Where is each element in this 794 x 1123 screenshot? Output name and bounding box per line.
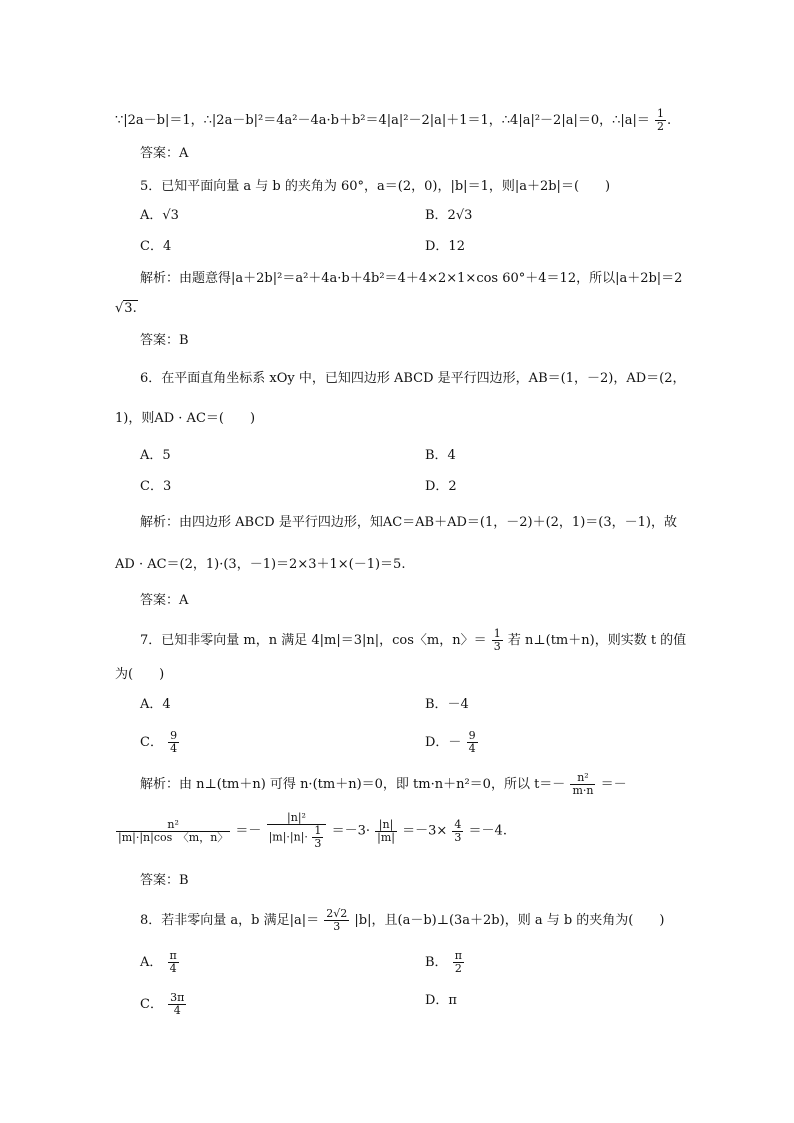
q7-solution-fraction2 [116, 819, 230, 844]
q7-solution-line1 [140, 772, 627, 797]
q7-option-d [425, 730, 479, 755]
fraction-numerator: 1 [493, 627, 501, 640]
q4-solution: ∵|2a－b|＝1，∴|2a－b|²＝4a²－4a·b＋b²＝4|a|²－2|a|＋1＝1，∴4|a|²－2|a|＝0，∴|a|＝ $\frac{1}{2}$ . [115, 107, 672, 133]
q5-answer: 答案：B [140, 333, 189, 348]
fraction-numerator: 9 [170, 729, 178, 742]
q7-solution-part1: 解析：由 n⊥(tm＋n) 可得 n·(tm＋n)＝0，即 tm·n＋n²＝0，所以 t＝－ [140, 777, 566, 792]
sqrt-symbol: √3. [115, 301, 137, 316]
q4-fraction [655, 108, 666, 133]
fraction-denominator: 4 [173, 1004, 181, 1017]
fraction-numerator: π [169, 949, 177, 962]
q5-stem: 5．已知平面向量 a 与 b 的夹角为 60°，a＝(2，0)，|b|＝1，则|a＋2b|＝( ) [140, 179, 611, 194]
q6-option-d: D．2 [425, 479, 457, 494]
option-label: A． [140, 955, 163, 970]
q8-stem-fraction [324, 908, 349, 933]
nested-fraction [312, 825, 323, 850]
q6-solution-line2: AD · AC＝(2，1)·(3，－1)＝2×3＋1×(－1)＝5. [115, 557, 406, 572]
q7-stem-part2: 若 n⊥(tm＋n)，则实数 t 的值 [507, 633, 687, 648]
q5-option-c: C．4 [140, 239, 172, 254]
fraction-denominator [267, 825, 327, 850]
q4-answer: 答案：A [140, 146, 189, 161]
q5-option-d: D．12 [425, 239, 465, 254]
q8-option-d: D．π [425, 993, 457, 1008]
q8-stem-part2: |b|，且(a－b)⊥(3a＋2b)，则 a 与 b 的夹角为( ) [354, 913, 665, 928]
option-label: B． [425, 955, 448, 970]
fraction-denominator: 4 [169, 962, 177, 975]
fraction-numerator: 2√2 [326, 907, 348, 920]
q5-solution-line1: 解析：由题意得|a＋2b|²＝a²＋4a·b＋4b²＝4＋4×2×1×cos 60°＋4＝12，所以|a＋2b|＝2 [140, 271, 683, 286]
denominator-text: |m|·|n|· [268, 830, 308, 844]
q8-stem-part1: 8．若非零向量 a，b 满足|a|＝ [140, 913, 320, 928]
fraction-denominator: 4 [170, 742, 178, 755]
q8-option-a-fraction [168, 950, 179, 975]
fraction-numerator: 3π [170, 991, 185, 1004]
q7-solution-fraction3 [267, 812, 327, 850]
fraction-numerator: |n|² [267, 812, 327, 825]
q7-stem-line2: 为( ) [115, 667, 165, 682]
q8-option-a [140, 950, 180, 975]
equals-sign: ＝－ [235, 823, 262, 839]
q6-answer: 答案：A [140, 593, 189, 608]
q7-stem-line1 [140, 628, 686, 653]
q8-option-b [425, 950, 465, 975]
fraction-denominator: 3 [493, 640, 501, 653]
fraction-numerator: n² [116, 819, 230, 832]
q7-option-d-fraction [467, 730, 478, 755]
q7-option-c-fraction [168, 730, 179, 755]
q5-option-b: B．2√3 [425, 208, 473, 223]
option-label: C． [140, 997, 163, 1012]
fraction-numerator: n² [570, 772, 595, 785]
q8-stem [140, 908, 664, 933]
q4-solution-text: ∵|2a－b|＝1，∴|2a－b|²＝4a²－4a·b＋b²＝4|a|²－2|a|＋1＝1，∴4|a|²－2|a|＝0，∴|a|＝ [115, 113, 650, 128]
fraction-numerator: 4 [454, 817, 462, 831]
q7-solution-fraction4 [375, 819, 397, 844]
fraction-numerator: 1 [314, 824, 322, 837]
q8-option-c-fraction [168, 992, 186, 1017]
option-label: D．－ [425, 735, 462, 750]
q7-solution-fraction1 [570, 772, 595, 797]
q6-option-a: A．5 [140, 448, 171, 463]
option-label: C． [140, 735, 163, 750]
q6-option-b: B．4 [425, 448, 456, 463]
q7-option-a: A．4 [140, 697, 171, 712]
q5-option-a: A．√3 [140, 208, 179, 223]
fraction-denominator: 3 [314, 837, 322, 850]
q5-solution-line2 [115, 300, 138, 318]
fraction-numerator: 1 [657, 107, 665, 120]
q7-stem-part1: 7．已知非零向量 m，n 满足 4|m|＝3|n|，cos〈m，n〉＝ [140, 633, 487, 648]
equals-sign: ＝－3× [402, 823, 448, 839]
q8-option-b-fraction [453, 950, 464, 975]
fraction-denominator: 2 [657, 120, 665, 133]
fraction-numerator: 9 [468, 729, 476, 742]
q7-stem-fraction [492, 628, 503, 653]
result: ＝－4. [468, 823, 507, 839]
fraction-denominator: m·n [572, 784, 594, 797]
q7-option-c [140, 730, 180, 755]
fraction-denominator: 3 [454, 830, 462, 844]
q6-stem-line1: 6．在平面直角坐标系 xOy 中，已知四边形 ABCD 是平行四边形，AB＝(1，－2)，AD＝(2， [140, 371, 686, 386]
q7-solution-line2 [115, 812, 507, 850]
fraction-numerator: |n| [375, 819, 397, 832]
fraction-denominator: 3 [333, 920, 341, 933]
q6-option-c: C．3 [140, 479, 172, 494]
fraction-denominator: 2 [454, 962, 462, 975]
fraction-denominator: |m| [377, 830, 395, 844]
q7-answer: 答案：B [140, 873, 189, 888]
equals-sign: ＝－3· [331, 823, 370, 839]
fraction-numerator: π [454, 949, 462, 962]
sqrt-radicand: 3. [124, 301, 137, 316]
q7-solution-part2: ＝－ [600, 777, 627, 792]
fraction-denominator: 4 [468, 742, 476, 755]
q7-option-b: B．－4 [425, 697, 469, 712]
q8-option-c [140, 992, 187, 1017]
q7-solution-fraction5 [452, 819, 463, 844]
q6-solution-line1: 解析：由四边形 ABCD 是平行四边形，知AC＝AB＋AD＝(1，－2)＋(2，1)＝(3，－1)，故 [140, 515, 677, 530]
q6-stem-line2: 1)，则AD · AC＝( ) [115, 411, 256, 426]
fraction-denominator: |m|·|n|cos 〈m，n〉 [118, 830, 229, 844]
